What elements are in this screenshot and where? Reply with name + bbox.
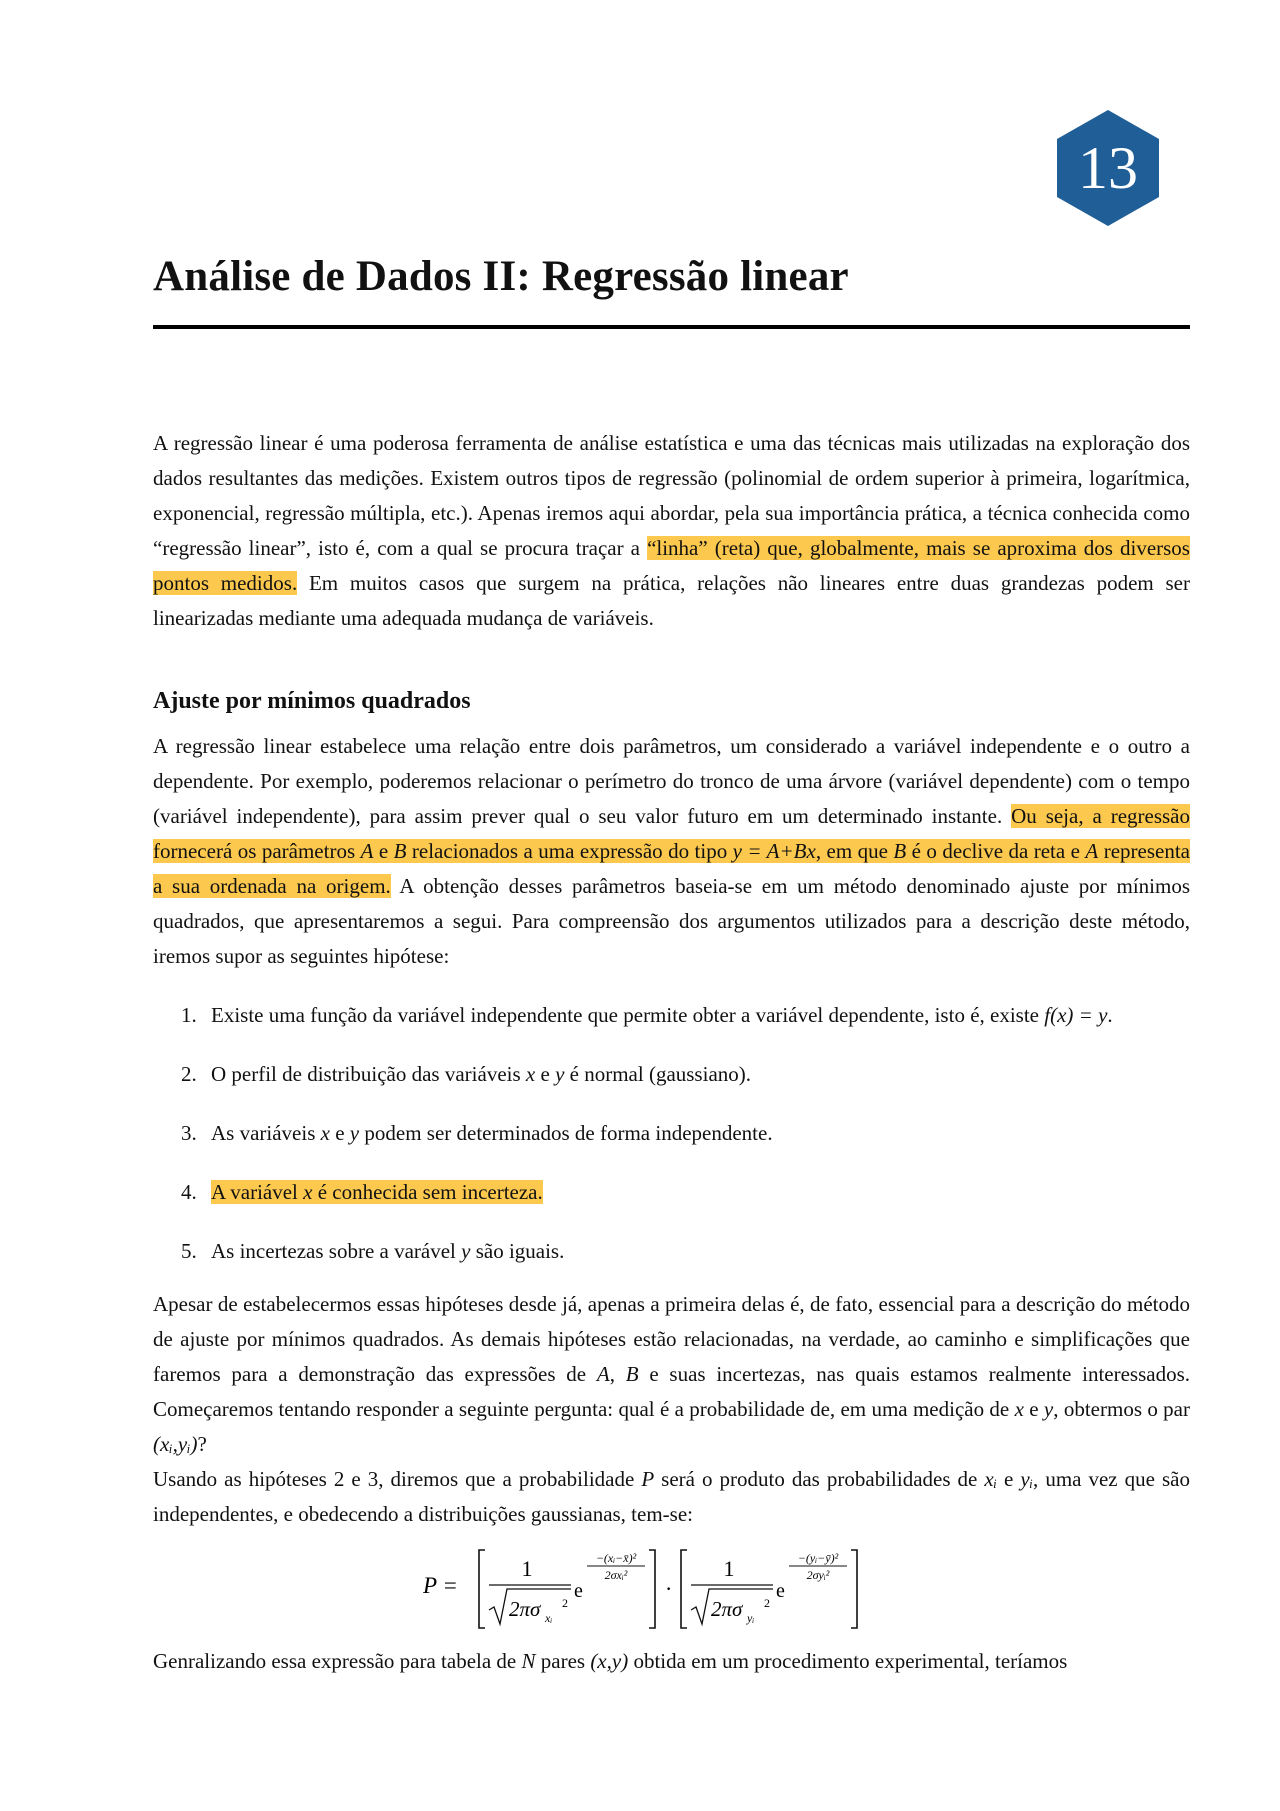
p3-text: Usando as hipóteses 2 e 3, diremos que a probabilidade: [153, 1467, 642, 1491]
intro-text: A regressão linear é uma poderosa ferramenta de análise estatística e uma das técnicas mais utilizadas na exploração dos dados resultantes das medições. Existem outros tipos de regressão (polinomial de ordem superior à primeira, logarítmica, exponencial, regressão múltipla, etc.). Apenas iremos aqui abordar, pela sua importância prática, a técnica conhecida como “regressão linear”, isto é, com a qual se procura traçar a: [153, 431, 1190, 560]
eq-exp-y-den: 2σyᵢ²: [806, 1568, 830, 1582]
p1-h-text-3: , em que: [815, 839, 894, 863]
list-text: As incertezas sobre a varável: [211, 1239, 462, 1263]
hypothesis-list: [153, 998, 1190, 1269]
p1-text: A regressão linear estabelece uma relação entre dois parâmetros, um considerado a variável independente e o outro a dependente. Por exemplo, poderemos relacionar o perímetro do tronco de uma árvore (variável dependente) com o tempo (variável independente), para assim prever qual o seu valor futuro em um determinado instante.: [153, 734, 1190, 828]
eq-dot: ·: [665, 1576, 673, 1601]
math-B: B: [625, 1362, 639, 1386]
math-A: A: [1085, 839, 1099, 863]
p2-text-2: e suas incertezas, nas quais estamos realmente interessados. Começaremos tentando responder a seguinte pergunta: qual é a probabilidade de, em uma medição de: [153, 1362, 1191, 1421]
eq-exp-x-den: 2σxᵢ²: [604, 1568, 628, 1582]
list-text-end: são iguais.: [470, 1239, 565, 1263]
list-item: [153, 998, 1190, 1033]
math-x: x: [525, 1062, 536, 1086]
list-number: 1.: [181, 1003, 197, 1027]
intro-text-end: Em muitos casos que surgem na prática, relações não lineares entre duas grandezas podem ser linearizadas mediante uma adequada mudança de variáveis.: [153, 571, 1190, 630]
p3-and: e: [997, 1467, 1021, 1491]
list-item: [153, 1234, 1190, 1269]
section-title: Ajuste por mínimos quadrados: [153, 688, 471, 714]
eq-sqrt-y: 2πσ: [711, 1597, 743, 1621]
list-item: [153, 1175, 1190, 1210]
p2-sep: ,: [609, 1362, 626, 1386]
math-B: B: [393, 839, 407, 863]
math-function: f(x) = y: [1044, 1003, 1108, 1027]
chapter-title: Análise de Dados II: Regressão linear: [153, 253, 849, 300]
intro-highlight: “linha” (reta) que, globalmente, mais se aproxima dos diversos pontos medidos.: [153, 536, 1190, 595]
left-bracket-2: [681, 1550, 687, 1628]
probability-equation: [153, 1544, 1190, 1630]
math-xi: xᵢ: [984, 1467, 998, 1491]
list-highlight: [211, 1180, 543, 1204]
chapter-number: 13: [1078, 135, 1138, 201]
list-number: 3.: [181, 1121, 197, 1145]
main-content: [153, 426, 1190, 1679]
eq-exp-x-num: −(xᵢ−x̄)²: [595, 1551, 637, 1565]
eq-sq-x: 2: [562, 1596, 568, 1610]
list-text: A variável: [211, 1180, 304, 1204]
p4-text: Genralizando essa expressão para tabela de: [153, 1649, 522, 1673]
math-y: y: [1043, 1397, 1054, 1421]
math-pair: (xᵢ,yᵢ): [153, 1432, 198, 1456]
p3-text-2: será o produto das probabilidades de: [654, 1467, 985, 1491]
list-text-end: podem ser determinados de forma independente.: [359, 1121, 773, 1145]
math-x: x: [320, 1121, 330, 1145]
p1-h-text-2: relacionados a uma expressão do tipo: [406, 839, 733, 863]
math-A: A: [596, 1362, 610, 1386]
math-P: P: [641, 1467, 655, 1491]
eq-sqrt-x: 2πσ: [509, 1597, 541, 1621]
p2-and: e: [1023, 1397, 1044, 1421]
eq-sub-x: xᵢ: [545, 1611, 553, 1625]
list-number: 5.: [181, 1239, 197, 1263]
section-paragraph-2: [153, 1287, 1190, 1462]
title-rule: [153, 325, 1190, 329]
list-text: Existe uma função da variável independente que permite obter a variável dependente, isto é, existe: [211, 1003, 1045, 1027]
p4-text-end: obtida em um procedimento experimental, teríamos: [628, 1649, 1068, 1673]
list-item: [153, 1116, 1190, 1151]
p2-text-3: , obtermos o par: [1053, 1397, 1190, 1421]
math-yi: yᵢ: [1020, 1467, 1034, 1491]
math-B: B: [893, 839, 907, 863]
p2-text: Apesar de estabelecermos essas hipóteses desde já, apenas a primeira delas é, de fato, essencial para a descrição do método de ajuste por mínimos quadrados. As demais hipóteses estão relacionadas, na verdade, ao caminho e simplificações que faremos para a demonstração das expressões de: [153, 1292, 1190, 1386]
list-text: O perfil de distribuição das variáveis: [211, 1062, 526, 1086]
p1-text-end: A obtenção desses parâmetros baseia-se em um método denominado ajuste por mínimos quadrados, que apresentaremos a segui. Para compreensão dos argumentos utilizados para a descrição deste método, iremos supor as seguintes hipótese:: [153, 874, 1191, 968]
eq-exp-base-1: e: [574, 1580, 583, 1602]
equation-graphic: [423, 1544, 923, 1630]
list-text-end: é conhecida sem incerteza.: [312, 1180, 543, 1204]
list-text-end: é normal (gaussiano).: [564, 1062, 752, 1086]
section-paragraph-4: [153, 1644, 1190, 1679]
eq-lhs: P =: [423, 1573, 458, 1598]
math-y: y: [349, 1121, 360, 1145]
math-x: x: [303, 1180, 313, 1204]
p4-text-2: pares: [535, 1649, 591, 1673]
right-bracket-1: [649, 1550, 655, 1628]
list-text-and: e: [535, 1062, 556, 1086]
section-paragraph-1: [153, 729, 1190, 974]
math-linear-equation: y = A+Bx: [732, 839, 816, 863]
math-y: y: [461, 1239, 471, 1263]
intro-paragraph: [153, 426, 1190, 636]
p3-text-end: , uma vez que são independentes, e obedecendo a distribuições gaussianas, tem-se:: [153, 1467, 1190, 1526]
p1-h-text-5: representa a sua ordenada na origem.: [153, 839, 1190, 898]
chapter-number-badge: [1054, 108, 1162, 228]
section-paragraph-3: [153, 1462, 1190, 1532]
math-y: y: [555, 1062, 565, 1086]
list-text: As variáveis: [211, 1121, 321, 1145]
p1-h-and: e: [373, 839, 394, 863]
p2-text-end: ?: [197, 1432, 207, 1456]
p1-h-text-4: é o declive da reta e: [906, 839, 1086, 863]
math-A: A: [360, 839, 374, 863]
left-bracket-1: [479, 1550, 485, 1628]
math-pair-xy: (x,y): [590, 1649, 629, 1673]
list-number: 4.: [181, 1180, 197, 1204]
p1-h-text: Ou seja, a regressão fornecerá os parâmetros: [153, 804, 1190, 863]
list-text-and: e: [329, 1121, 350, 1145]
eq-exp-y-num: −(yᵢ−ȳ)²: [797, 1551, 839, 1565]
eq-sub-y: yᵢ: [747, 1611, 755, 1625]
math-N: N: [521, 1649, 536, 1673]
eq-exp-base-2: e: [776, 1580, 785, 1602]
eq-numerator-1: 1: [521, 1556, 533, 1581]
eq-sq-y: 2: [764, 1596, 770, 1610]
list-number: 2.: [181, 1062, 197, 1086]
eq-numerator-2: 1: [723, 1556, 735, 1581]
list-item: [153, 1057, 1190, 1092]
list-text-end: .: [1107, 1003, 1113, 1027]
right-bracket-2: [851, 1550, 857, 1628]
math-x: x: [1014, 1397, 1024, 1421]
